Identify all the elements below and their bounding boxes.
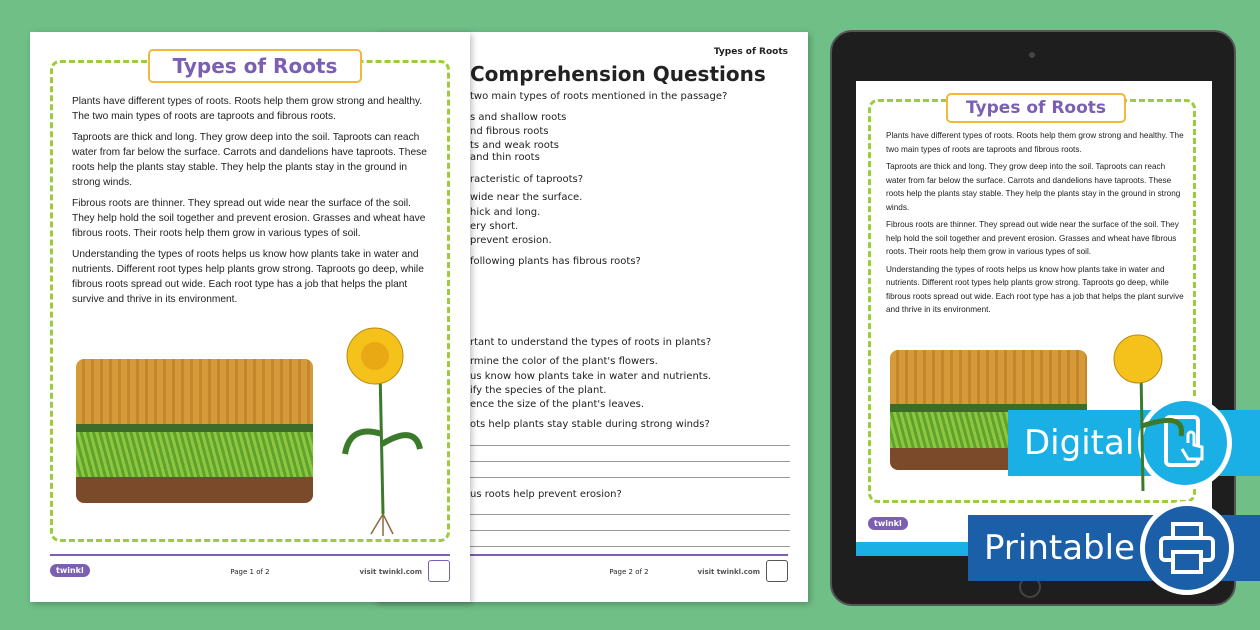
- paragraph: Plants have different types of roots. Roots help them grow strong and healthy. The two main types of roots are taproots and fibrous roots.: [886, 131, 1184, 154]
- page-heading: Comprehension Questions: [470, 62, 766, 86]
- visit-link[interactable]: visit twinkl.com: [697, 568, 760, 576]
- page-number: Page 2 of 2: [609, 568, 649, 576]
- soil-roots-illustration: [76, 359, 313, 503]
- reading-passage: [886, 129, 1186, 321]
- question-text: ots help plants stay stable during strong winds?: [470, 419, 710, 430]
- answer-line: [470, 477, 790, 478]
- option-text: ence the size of the plant's leaves.: [470, 399, 645, 410]
- option-text: rmine the color of the plant's flowers.: [470, 356, 658, 367]
- page-title: Types of Roots: [148, 49, 362, 83]
- digital-label: Digital: [1024, 423, 1135, 463]
- page-number: Page 1 of 2: [230, 568, 270, 576]
- answer-line: [470, 445, 790, 446]
- visit-link[interactable]: visit twinkl.com: [359, 568, 422, 576]
- option-text: us know how plants take in water and nutrients.: [470, 371, 712, 382]
- paragraph: Taproots are thick and long. They grow deep into the soil. Taproots can reach water from far below the surface. Carrots and dandelions have taproots. These roots help the plants stay stable. They help the plants stay in the ground in strong winds.: [886, 162, 1181, 212]
- printable-label: Printable: [984, 528, 1135, 568]
- flower-illustration: [1096, 331, 1186, 491]
- option-text: ify the species of the plant.: [470, 385, 607, 396]
- option-text: hick and long.: [470, 207, 541, 218]
- option-text: ts and weak roots: [470, 140, 559, 151]
- option-text: s and shallow roots: [470, 112, 567, 123]
- option-text: ery short.: [470, 221, 519, 232]
- option-text: wide near the surface.: [470, 192, 583, 203]
- page-header: Types of Roots: [713, 47, 788, 57]
- twinkl-logo: twinkl: [868, 517, 908, 530]
- twinkl-logo: twinkl: [50, 564, 90, 577]
- option-text: prevent erosion.: [470, 235, 552, 246]
- page-footer: [470, 554, 788, 584]
- question-text: two main types of roots mentioned in the passage?: [470, 91, 728, 102]
- question-text: following plants has fibrous roots?: [470, 256, 641, 267]
- answer-line: [470, 546, 790, 547]
- page-footer: [50, 554, 450, 584]
- option-text: nd fibrous roots: [470, 126, 549, 137]
- paragraph: Fibrous roots are thinner. They spread out wide near the surface of the soil. They help hold the soil together and prevent erosion. Grasses and wheat have fibrous roots. Their roots help them grow in various types of soil.: [886, 220, 1179, 256]
- paragraph: Taproots are thick and long. They grow deep into the soil. Taproots can reach water from far below the surface. Carrots and dandelions have taproots. These roots help the plants stay stable. They help the plants stay in the ground in strong winds.: [72, 132, 427, 188]
- printer-icon: [1140, 501, 1234, 595]
- answer-line: [470, 461, 790, 462]
- paragraph: Understanding the types of roots helps us know how plants take in water and nutrients. Different root types help plants grow strong. Taproots go deep, while fibrous roots spread out wide. Each root type has a job that helps the plant survive and thrive in its environment.: [72, 249, 424, 305]
- question-text: racteristic of taproots?: [470, 174, 584, 185]
- paragraph: Plants have different types of roots. Roots help them grow strong and healthy. The two main types of roots are taproots and fibrous roots.: [72, 96, 423, 122]
- answer-line: [470, 514, 790, 515]
- camera-icon: [1029, 52, 1035, 58]
- reading-passage: [72, 94, 434, 313]
- paragraph: Fibrous roots are thinner. They spread out wide near the surface of the soil. They help hold the soil together and prevent erosion. Grasses and wheat have fibrous roots. Their roots help them grow in various types of soil.: [72, 198, 426, 239]
- printable-badge: [968, 515, 1260, 581]
- worksheet-page-1: [30, 32, 470, 602]
- quality-badge-icon: [766, 560, 788, 582]
- page-title: Types of Roots: [946, 93, 1126, 123]
- option-text: and thin roots: [470, 152, 540, 163]
- flower-illustration: [325, 324, 435, 539]
- answer-line: [470, 530, 790, 531]
- quality-badge-icon: [428, 560, 450, 582]
- question-text: us roots help prevent erosion?: [470, 489, 622, 500]
- tablet-screen: [856, 81, 1212, 556]
- paragraph: Understanding the types of roots helps us know how plants take in water and nutrients. Different root types help plants grow strong. Taproots go deep, while fibrous roots spread out wide. Each root type has a job that helps the plant survive and thrive in its environment.: [886, 264, 1184, 314]
- question-text: rtant to understand the types of roots in plants?: [470, 337, 712, 348]
